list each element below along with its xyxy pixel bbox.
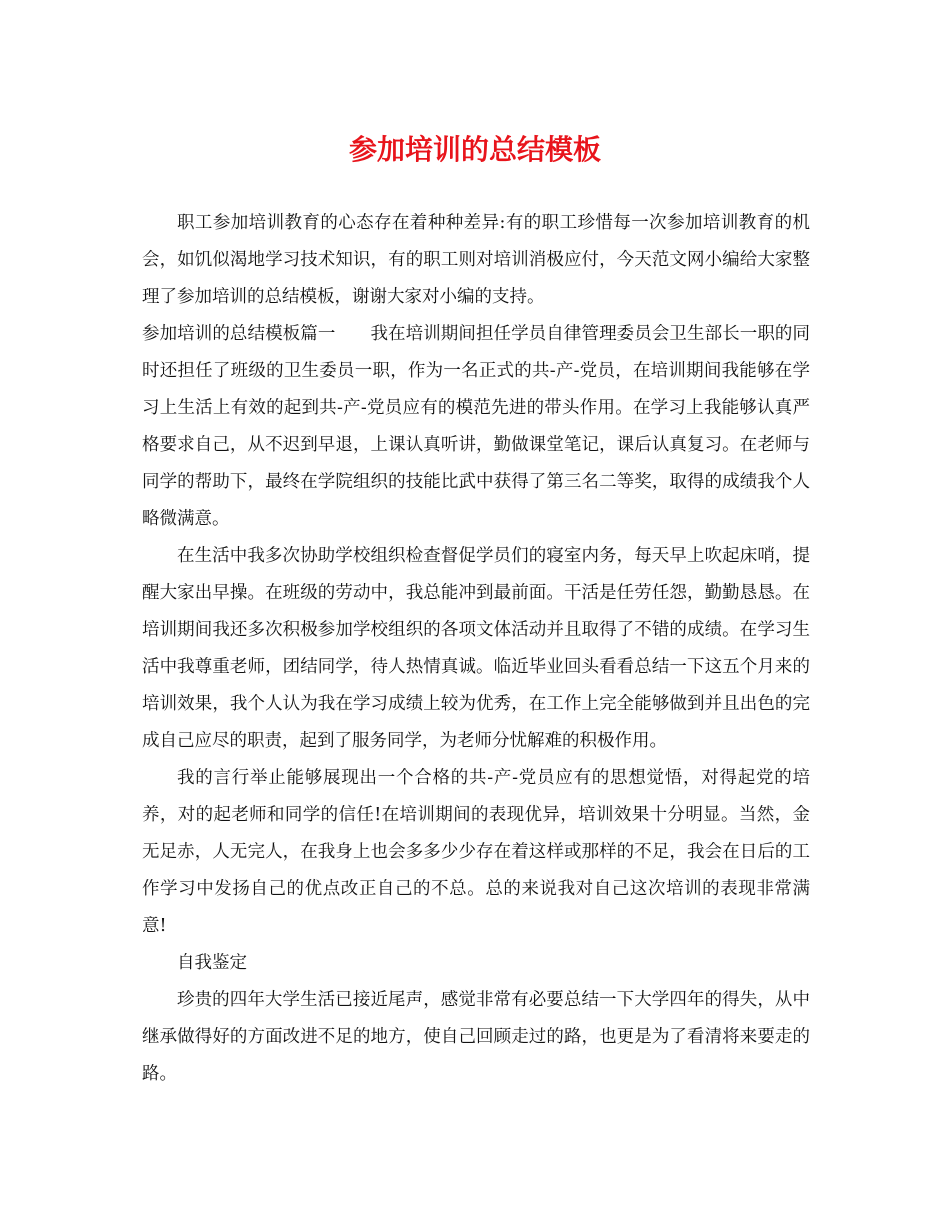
section-one-text: 我在培训期间担任学员自律管理委员会卫生部长一职的同时还担任了班级的卫生委员一职，作为一名正式的共-产-党员，在培训期间我能够在学习上生活上有效的起到共-产-党员应有的模范先进的带头作用。在学习上我能够认真严格要求自己，从不迟到早退，上课认真听讲，勤做课堂笔记，课后认真复习。在老师与同学的帮助下，最终在学院组织的技能比武中获得了第三名二等奖，取得的成绩我个人略微满意。 bbox=[142, 324, 811, 529]
closing-paragraph: 珍贵的四年大学生活已接近尾声，感觉非常有必要总结一下大学四年的得失，从中继承做得好的方面改进不足的地方，使自己回顾走过的路，也更是为了看清将来要走的路。 bbox=[142, 990, 810, 1084]
document-body bbox=[142, 205, 810, 1093]
life-paragraph: 在生活中我多次协助学校组织检查督促学员们的寝室内务，每天早上吹起床哨，提醒大家出早操。在班级的劳动中，我总能冲到最前面。干活是任劳任怨，勤勤恳恳。在培训期间我还多次积极参加学校组织的各项文体活动并且取得了不错的成绩。在学习生活中我尊重老师，团结同学，待人热情真诚。临近毕业回头看看总结一下这五个月来的培训效果，我个人认为我在学习成绩上较为优秀，在工作上完全能够做到并且出色的完成自己应尽的职责，起到了服务同学，为老师分忧解难的积极作用。 bbox=[142, 546, 810, 751]
intro-paragraph: 职工参加培训教育的心态存在着种种差异:有的职工珍惜每一次参加培训教育的机会，如饥似渴地学习技术知识，有的职工则对培训消极应付，今天范文网小编给大家整理了参加培训的总结模板，谢谢大家对小编的支持。 bbox=[142, 213, 810, 307]
section-one-label: 参加培训的总结模板篇一 bbox=[142, 324, 336, 344]
self-assessment-heading: 自我鉴定 bbox=[177, 953, 247, 973]
conduct-paragraph: 我的言行举止能够展现出一个合格的共-产-党员应有的思想觉悟，对得起党的培养，对的起老师和同学的信任!在培训期间的表现优异，培训效果十分明显。当然，金无足赤，人无完人，在我身上也会多多少少存在着这样或那样的不足，我会在日后的工作学习中发扬自己的优点改正自己的不总。总的来说我对自己这次培训的表现非常满意! bbox=[142, 768, 810, 936]
section-one-paragraph bbox=[142, 316, 810, 538]
document-title: 参加培训的总结模板 bbox=[348, 133, 601, 166]
